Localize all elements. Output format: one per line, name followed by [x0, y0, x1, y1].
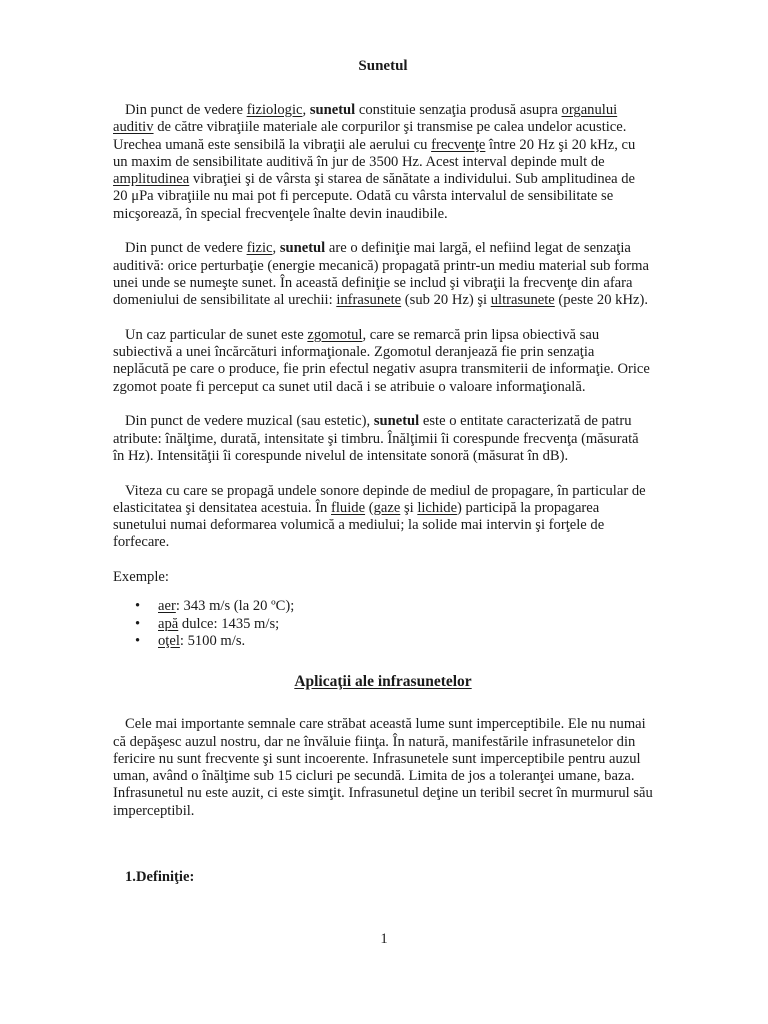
link-zgomotul[interactable]: zgomotul — [307, 326, 363, 343]
text-run: are o definiţie mai largă, el nefiind legat de senzaţia auditivă: orice perturbaţie (energie mecanică) propagată printr-un mediu material sub forma unei unde se numeşte sunet. În această definiţie se includ şi vibraţii la frecvenţe din afara domeniului de sensibilitate al urechii: — [113, 240, 649, 309]
bold-term-sunetul: sunetul — [309, 102, 356, 118]
text-run: ( — [365, 499, 374, 516]
paragraph-speed — [113, 483, 653, 552]
link-otel[interactable]: oţel — [158, 632, 180, 649]
text-run: este o entitate caracterizată de patru atribute: înălţime, durată, intensitate şi timbru. Înălţimii îi corespunde frecvenţa (măsurată în Hz). Intensităţii îi corespunde nivelul de intensitate sonoră (măsurat în dB). — [113, 413, 639, 464]
text-run: Viteza cu care se propagă undele sonore depinde de mediul de propagare, în particular de elasticitatea şi densitatea acestuia. În — [113, 482, 646, 516]
link-amplitudinea[interactable]: amplitudinea — [113, 171, 190, 188]
bold-term-sunetul: sunetul — [373, 413, 420, 430]
bold-term-sunetul: sunetul — [279, 240, 326, 257]
text-run: , — [302, 102, 310, 118]
list-item-text: : 343 m/s (la 20 ºC); — [175, 598, 295, 615]
text-run: vibraţiei şi de vârsta şi starea de sănătate a individului. Sub amplitudinea de 20 μPa vibraţiile nu mai pot fi percepute. Odată cu vârsta intervalul de sensibilitate se micşorează, în special frecvenţele înalte devin inaudibile. — [113, 171, 635, 222]
document-title: Sunetul — [358, 58, 408, 74]
list-item — [113, 598, 653, 615]
text-run: (sub 20 Hz) şi — [401, 292, 491, 309]
text-run: constituie senzaţia produsă asupra — [355, 102, 562, 118]
list-item — [113, 633, 653, 650]
paragraph-physics — [113, 240, 653, 309]
text-run: între 20 Hz şi 20 kHz, cu un maxim de sensibilitate auditivă în jur de 3500 Hz. Acest interval depinde mult de — [113, 136, 636, 170]
text-run: Un caz particular de sunet este — [125, 326, 308, 343]
link-frecvente[interactable]: frecvenţe — [431, 136, 486, 153]
text-run: de către vibraţiile materiale ale corpurilor şi transmise pe calea undelor acustice. Urechea umană este sensibilă la vibraţii ale aerului cu — [113, 119, 627, 153]
link-fluide[interactable]: fluide — [331, 499, 366, 516]
bullet-icon: • — [135, 598, 141, 615]
examples-list — [113, 598, 653, 650]
bullet-icon: • — [135, 615, 141, 632]
link-infrasunete[interactable]: infrasunete — [336, 292, 402, 309]
link-ultrasunete[interactable]: ultrasunete — [490, 292, 555, 309]
link-fizic[interactable]: fizic — [246, 240, 273, 257]
link-organului-auditiv[interactable]: organului auditiv — [113, 102, 618, 136]
paragraph-noise — [113, 327, 653, 396]
list-item-text: : 5100 m/s. — [179, 632, 246, 649]
bullet-icon: • — [135, 632, 141, 649]
list-item — [113, 616, 653, 633]
text-run: ) participă la propagarea sunetului numai deformarea volumică a mediului; la solide mai intervin şi forţele de forfecare. — [113, 499, 605, 551]
section-heading: Aplicaţii ale infrasunetelor — [294, 673, 472, 691]
paragraph-infrasound: Cele mai importante semnale care străbat această lume sunt imperceptibile. Ele nu numai că depăşesc auzul nostru, dar ne învăluie fiinţa. În natură, manifestările infrasunetelor din fericire nu sunt frecvente şi sunt incoerente. Infrasunetele sunt imperceptibile pentru auzul uman, având o înălţime sub 15 cicluri pe secundă. Limita de jos a toleranţei umane, baza. Infrasunetul nu este auzit, ci este simţit. Infrasunetul deţine un teribil secret în murmurul său imperceptibil. — [113, 716, 653, 819]
text-run: Din punct de vedere muzical (sau estetic), — [125, 413, 374, 430]
list-item-text: dulce: 1435 m/s; — [178, 615, 280, 632]
paragraph-physiology — [113, 102, 653, 223]
text-run: (peste 20 kHz). — [554, 292, 648, 309]
text-run: şi — [400, 499, 418, 516]
paragraph-music — [113, 413, 653, 465]
text-run: Din punct de vedere — [125, 240, 247, 257]
text-run: Din punct de vedere — [125, 102, 247, 118]
subheading-definition: 1.Definiţie: — [125, 868, 195, 885]
link-lichide[interactable]: lichide — [417, 499, 458, 516]
text-run: , care se remarcă prin lipsa obiectivă sau subiectivă a unei încărcături informaţionale. Zgomotul deranjează fie prin senzaţia neplăcută pe care o produce, fie prin efectul negativ asupra transmiterii de informaţie. Orice zgomot poate fi perceput ca sunet util dacă i se atribuie o valoare informaţională. — [113, 326, 650, 395]
link-apa[interactable]: apă — [158, 615, 179, 632]
link-aer[interactable]: aer — [158, 598, 176, 615]
text-run: , — [272, 240, 280, 257]
examples-label: Exemple: — [113, 569, 169, 586]
link-fiziologic[interactable]: fiziologic — [246, 102, 303, 118]
link-gaze[interactable]: gaze — [373, 499, 401, 516]
document-page — [113, 56, 653, 886]
page-number: 1 — [380, 931, 388, 947]
